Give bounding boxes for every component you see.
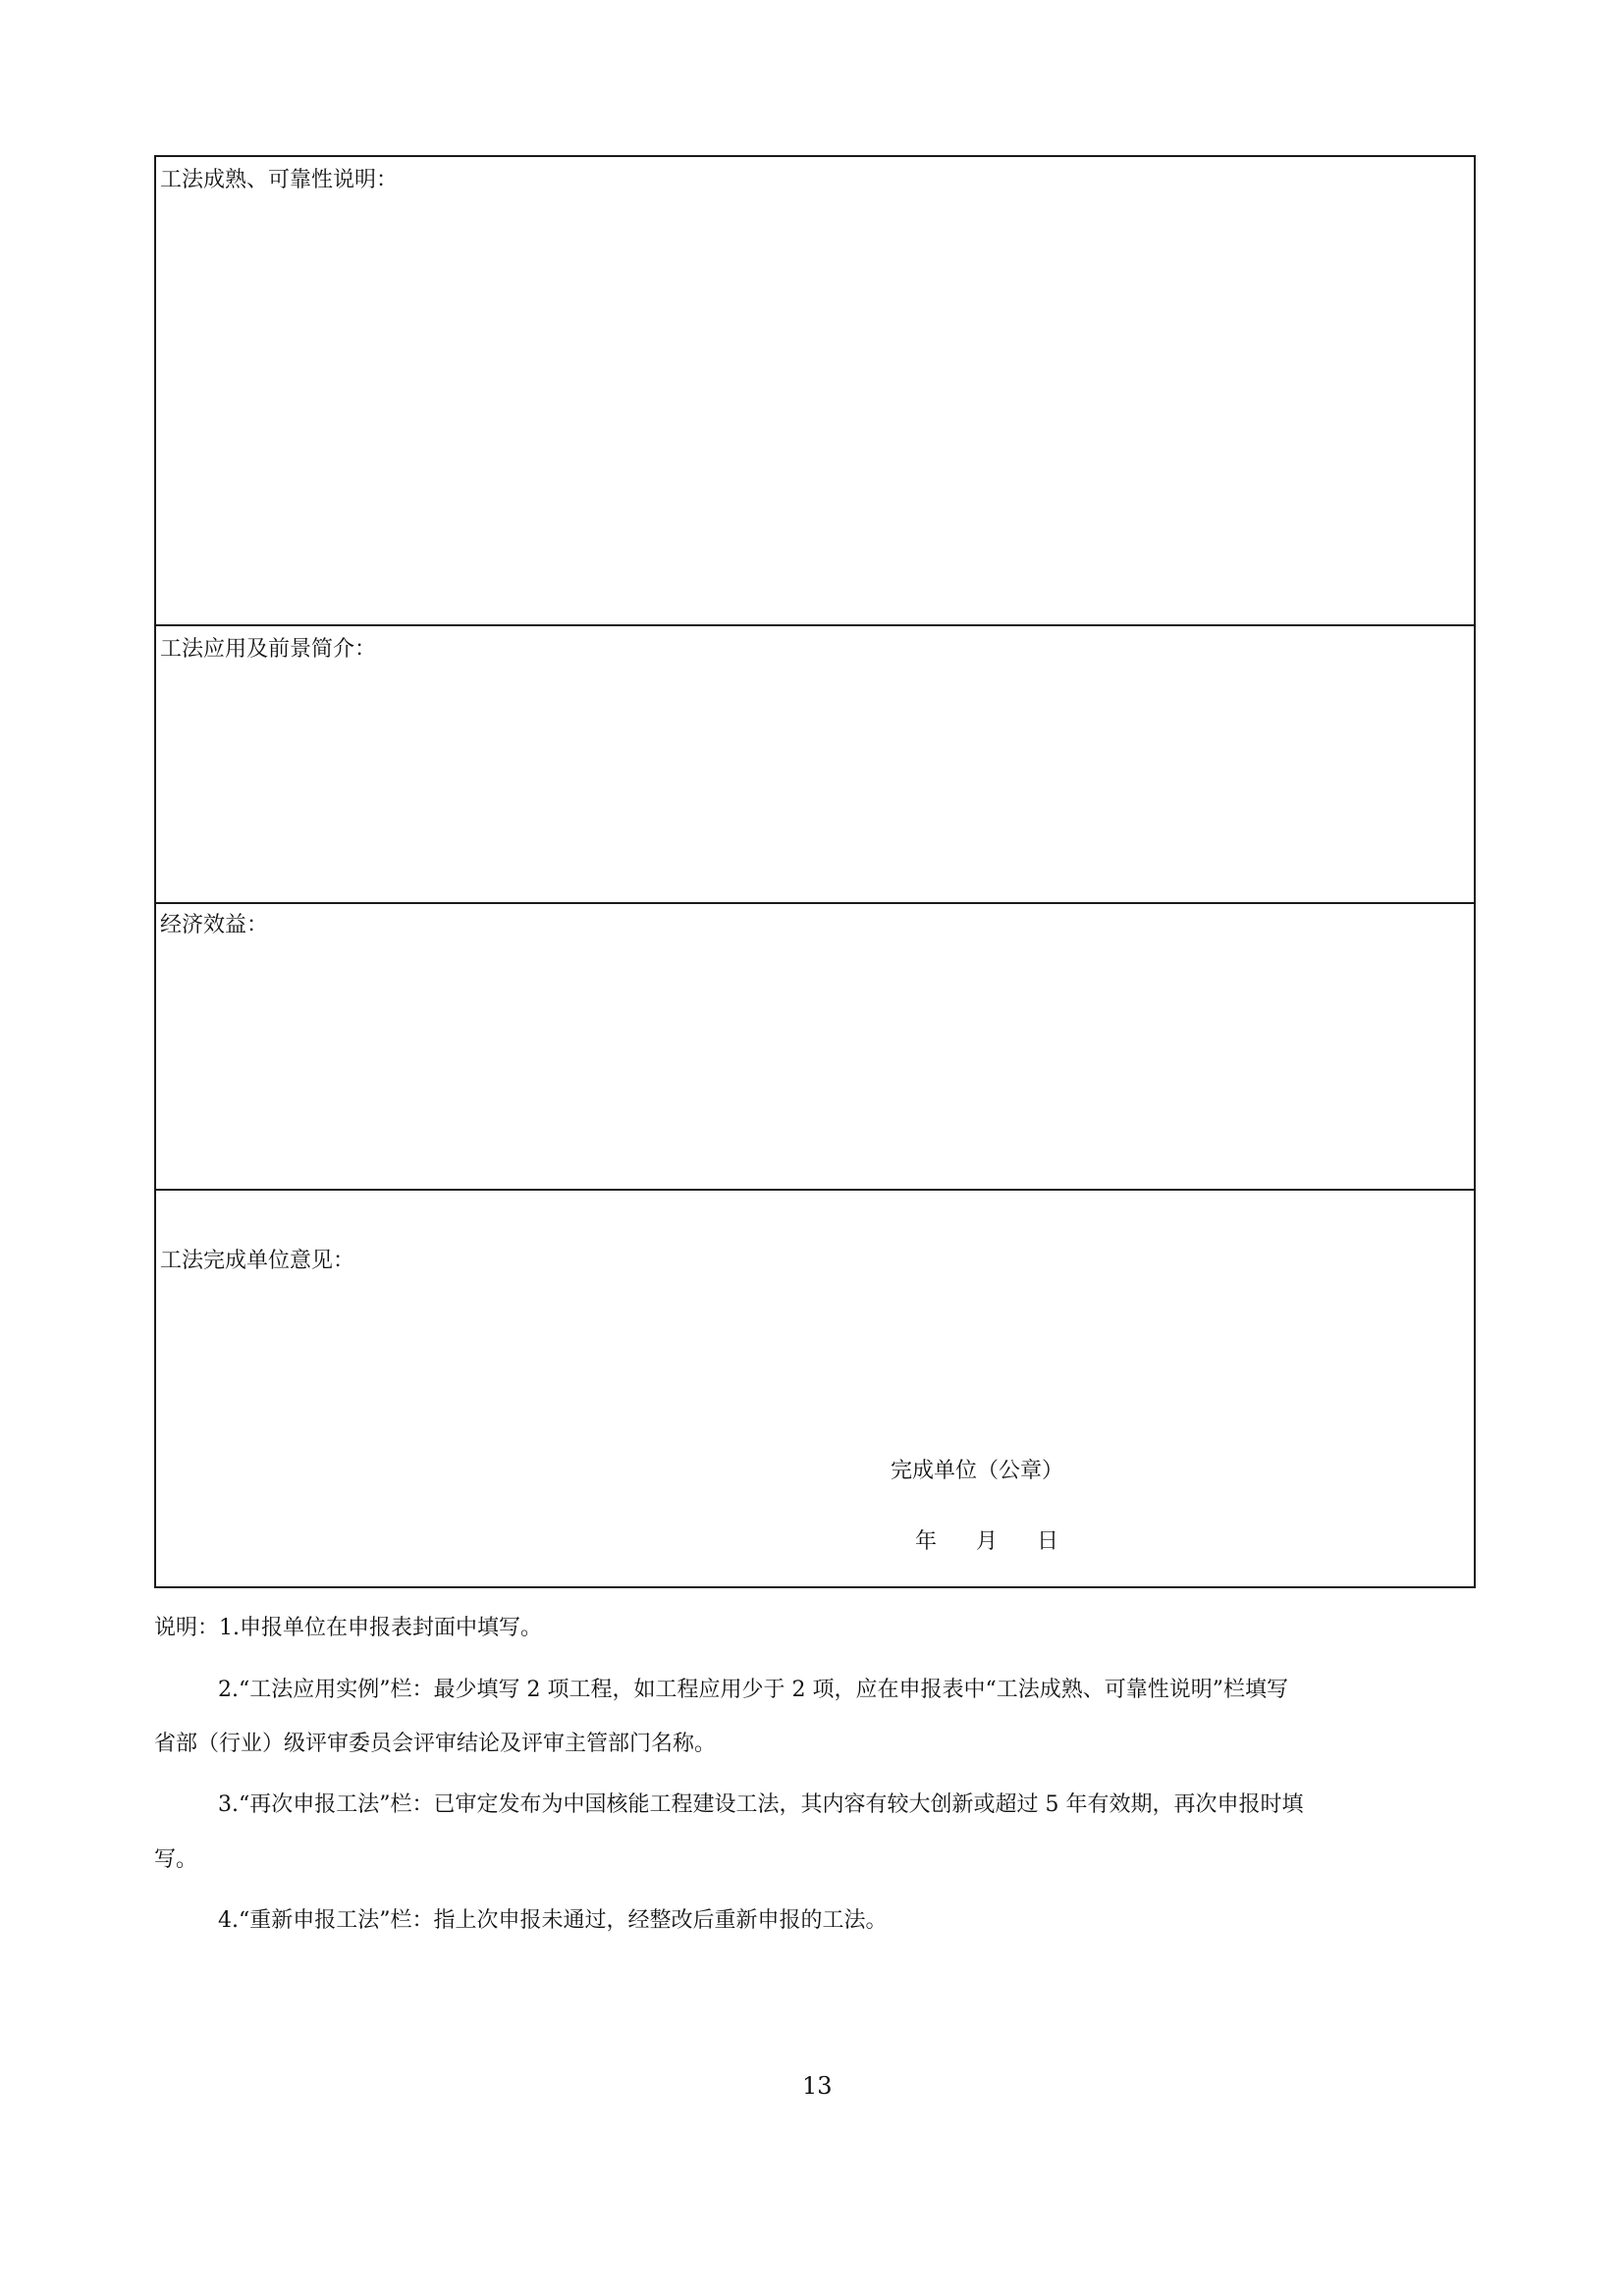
- application-prospect-label: 工法应用及前景简介：: [160, 637, 377, 662]
- signature-date: [915, 1528, 1058, 1556]
- page-number: 13: [802, 2072, 833, 2100]
- note-3-continued: 写。: [154, 1847, 198, 1872]
- application-form-table: [154, 155, 1476, 1588]
- economic-benefit-section[interactable]: [156, 904, 1474, 1191]
- note-2: 2.“工法应用实例”栏：最少填写 2 项工程，如工程应用少于 2 项，应在申报表中“工法成熟、可靠性说明”栏填写: [218, 1678, 1288, 1702]
- completion-unit-seal: 完成单位（公章）: [891, 1459, 1064, 1483]
- note-2-continued: 省部（行业）级评审委员会评审结论及评审主管部门名称。: [154, 1732, 717, 1756]
- economic-benefit-label: 经济效益：: [160, 913, 269, 937]
- note-3: 3.“再次申报工法”栏：已审定发布为中国核能工程建设工法，其内容有较大创新或超过 5 年有效期，再次申报时填: [218, 1792, 1304, 1817]
- date-month: 月: [976, 1529, 999, 1554]
- note-1: 说明：1.申报单位在申报表封面中填写。: [154, 1616, 542, 1640]
- completion-unit-opinion-label: 工法完成单位意见：: [160, 1249, 355, 1273]
- maturity-reliability-label: 工法成熟、可靠性说明：: [160, 168, 399, 192]
- date-day: 日: [1037, 1529, 1059, 1554]
- maturity-reliability-section[interactable]: [156, 157, 1474, 626]
- completion-unit-opinion-section[interactable]: [156, 1191, 1474, 1586]
- date-year: 年: [915, 1529, 938, 1554]
- application-prospect-section[interactable]: [156, 626, 1474, 904]
- note-4: 4.“重新申报工法”栏：指上次申报未通过，经整改后重新申报的工法。: [218, 1908, 888, 1933]
